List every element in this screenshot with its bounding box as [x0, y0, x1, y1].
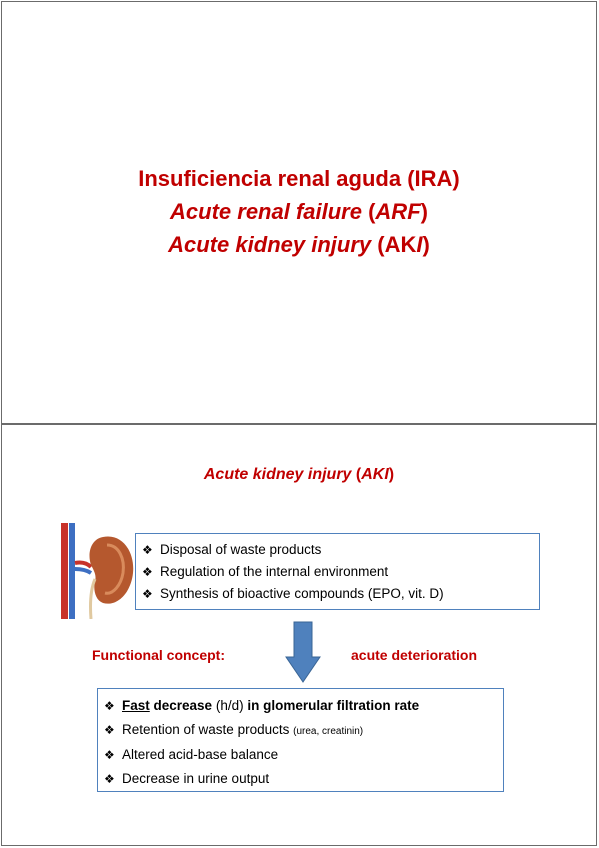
- slide-1-title: [2, 162, 596, 261]
- function-item: ❖ Disposal of waste products: [142, 539, 539, 561]
- feature-item: ❖ Fast decrease (h/d) in glomerular filtration rate: [104, 694, 503, 718]
- features-box: [97, 688, 504, 792]
- kidney-icon: [55, 523, 135, 619]
- slide-2: [1, 424, 597, 846]
- down-arrow-icon: [285, 621, 321, 683]
- bullet-icon: ❖: [104, 772, 115, 786]
- title-line-1: Insuficiencia renal aguda (IRA): [138, 166, 460, 191]
- functions-box: [135, 533, 540, 610]
- title-line-2: Acute renal failure (ARF): [170, 199, 428, 224]
- feature-item: ❖ Decrease in urine output: [104, 767, 503, 791]
- acute-deterioration-label: acute deterioration: [351, 647, 478, 663]
- bullet-icon: ❖: [104, 699, 115, 713]
- function-item: ❖ Regulation of the internal environment: [142, 561, 539, 583]
- bullet-icon: ❖: [104, 723, 115, 737]
- slide-1: [1, 1, 597, 424]
- function-item: ❖ Synthesis of bioactive compounds (EPO, vit. D): [142, 583, 539, 605]
- slide-2-title: Acute kidney injury (AKI): [203, 466, 395, 483]
- bullet-icon: ❖: [142, 565, 153, 579]
- bullet-icon: ❖: [104, 748, 115, 762]
- title-line-3: Acute kidney injury (AKI): [168, 232, 430, 257]
- functional-concept-label: Functional concept:: [92, 647, 225, 663]
- bullet-icon: ❖: [142, 587, 153, 601]
- feature-item: ❖ Retention of waste products (urea, creatinin): [104, 718, 503, 743]
- bullet-icon: ❖: [142, 543, 153, 557]
- feature-item: ❖ Altered acid-base balance: [104, 743, 503, 767]
